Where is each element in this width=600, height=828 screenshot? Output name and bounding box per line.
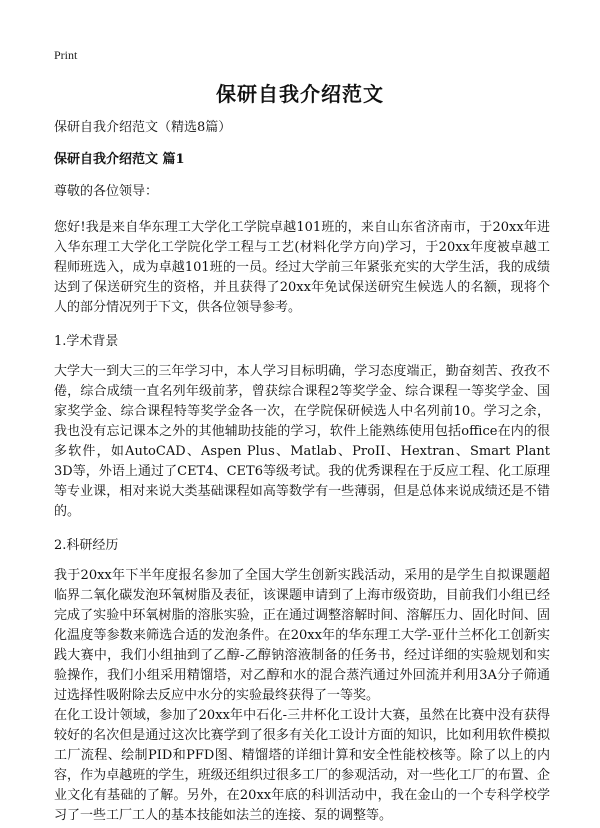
greeting-line: 尊敬的各位领导： [54, 184, 159, 199]
document-title: 保研自我介绍范文 [216, 82, 384, 106]
section-title: 保研自我介绍范文 篇1 [54, 152, 185, 167]
academic-background-paragraph: 大学大一到大三的三年学习中，本人学习目标明确，学习态度端正，勤奋刻苦、孜孜不倦，综合成绩一直名列年级前茅，曾获综合课程2等奖学金、综合课程一等奖学金、国家奖学金、综合课程特等奖学金各一次，在学院保研候选人中名列前10。学习之余，我也没有忘记课本之外的其他辅助技能的学习，软件上能熟练使用包括office在内的很多软件，如AutoCAD、Aspen Plus、Matlab、ProII、Hextran、Smart Plant 3D等，外语上通过了CET4、CET6等级考试。我的优秀课程在于反应工程、化工原理等专业课，相对来说大类基础课程如高等数学有一些薄弱，但是总体来说成绩还是不错的。 [54, 364, 550, 519]
heading-academic-background: 1.学术背景 [54, 334, 119, 349]
document-body [54, 118, 550, 826]
heading-research-experience: 2.科研经历 [54, 538, 119, 553]
research-paragraph-1: 我于20xx年下半年度报名参加了全国大学生创新实践活动，采用的是学生自拟课题超临界二氧化碳发泡环氧树脂及表征，该课题申请到了上海市级资助，目前我们小组已经完成了实验中环氧树脂的溶胀实验，正在通过调整溶解时间、溶解压力、固化时间、固化温度等参数来筛选合适的发泡条件。在20xx年的华东理工大学-亚什兰杯化工创新实践大赛中，我们小组抽到了乙醇-乙醇钠溶液制备的任务书，经过详细的实验规划和实验操作，我们小组采用精馏塔，对乙醇和水的混合蒸汽通过外回流并利用3A分子筛通过选择性吸附除去反应中水分的实验最终获得了一等奖。 [54, 568, 550, 703]
research-paragraph-2: 在化工设计领域，参加了20xx年中石化-三井杯化工设计大赛，虽然在比赛中没有获得较好的名次但是通过这次比赛学到了很多有关化工设计方面的知识，比如利用软件模拟工厂流程、绘制PID和PFD图、精馏塔的详细计算和安全性能校核等。除了以上的内容，作为卓越班的学生，班级还组织过很多工厂的参观活动，对一些化工厂的布置、企业文化有基础的了解。另外，在20xx年底的科训活动中，我在金山的一个专科学校学习了一些工厂工人的基本技能如法兰的连接、泵的调整等。 [54, 708, 550, 823]
print-label: Print [54, 48, 78, 62]
document-subtitle: 保研自我介绍范文（精选8篇） [54, 120, 232, 135]
intro-paragraph: 您好!我是来自华东理工大学化工学院卓越101班的，来自山东省济南市，于20xx年进入华东理工大学化工学院化学工程与工艺(材料化学方向)学习，于20xx年度被卓越工程师班选入，成为卓越101班的一员。经过大学前三年紧张充实的大学生活，我的成绩达到了保送研究生的资格，并且获得了20xx年免试保送研究生候选人的名额，现将个人的部分情况列于下文，供各位领导参考。 [54, 220, 550, 315]
